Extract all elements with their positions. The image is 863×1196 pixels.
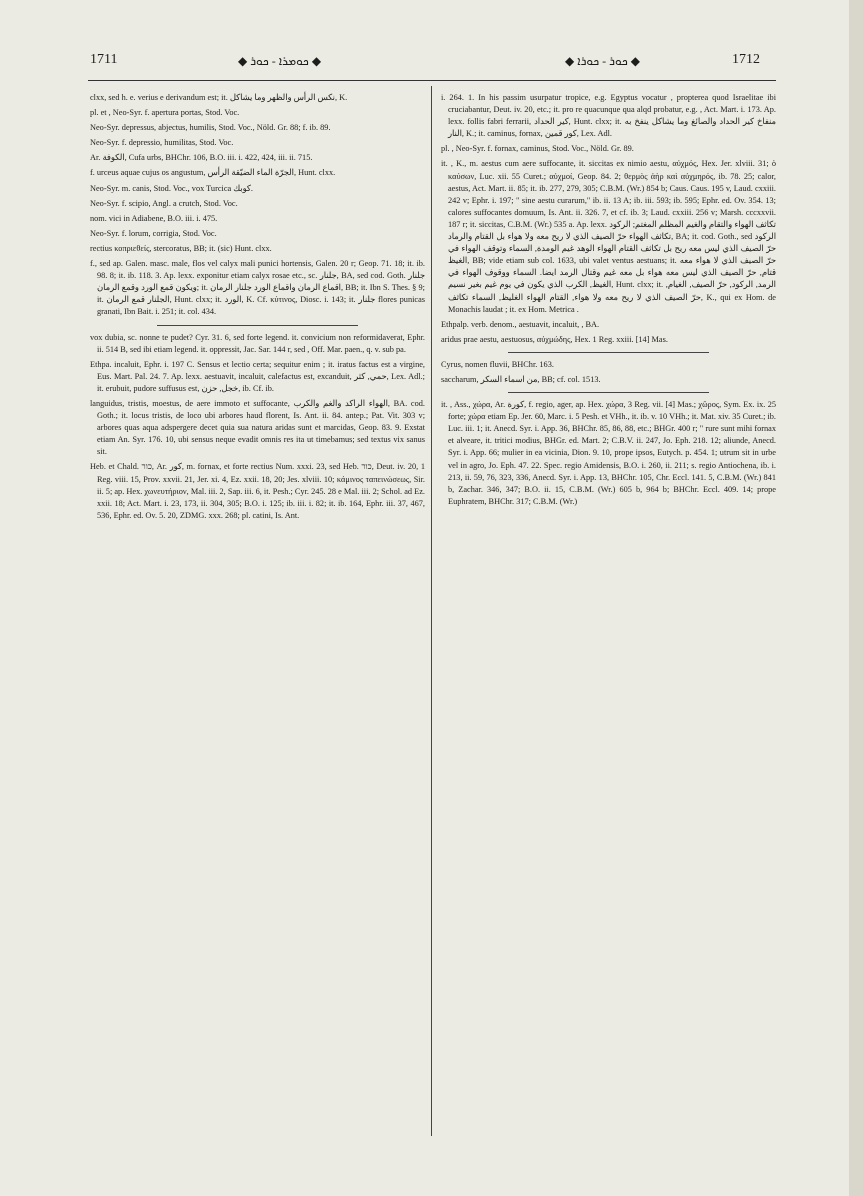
lexicon-entry: clxx, sed h. e. verius e derivandum est; it. نكس الرأس والظهر وما يشاكل, K. bbox=[90, 93, 348, 102]
lexicon-entry: pl. et , Neo-Syr. f. apertura portas, Stod. Voc. bbox=[90, 108, 240, 118]
running-header bbox=[0, 52, 863, 72]
lexicon-entry: Ar. الكوفة, Cufa urbs, BHChr. 106, B.O. iii. i. 422, 424, iii. ii. 715. bbox=[90, 153, 313, 163]
lexicon-entry: saccharum, من اسماء السكر, BB; cf. col. 1513. bbox=[441, 374, 601, 384]
lexicon-entry: it. , K., m. aestus cum aere suffocante, it. siccitas ex nimio aestu, αὐχμός, Hex. Jer. xlviii. 31; ὁ καύσων, Luc. xii. 55 Curet.; αὐχμοί, Geop. 84. 2; θερμὸς ἀὴρ καὶ αὐχμηρός, ib. 78. 25; calor, aestus, Act. Mart. ii. 85; it. ib. 277, 279, 305; C.B.M. (Wr.) 854 b; Caus. Caus. 195 v, Laud. cxxiii. 242 v; Ephr. i. 197; " sine aestu curarum," ib. ii. 13 A; ib. iii. 593; ib. 595; Ephr. ed. Ov. 354. 13; calores suffocantes domuum, Is. Ant. ii. 326. 7, et cf. ib. 3; Laud. cxxiii. 256 v; Marsh. cccxxvii. 187 r; it. siccitas, C.B.M. (Wr.) 535 a. Ap. lexx. تكاثف الهواء والتقام والغيم المظلم المغتم; الركود تكاثف الهواء حرّ الصيف الذي لا ريح معه ولا هواء بل القتام والرماد, BA; it. cod. Goth., sed الركود حرّ الصيف الذي ليس معه ريح بل تكاثف القتام الهواء الوهد غيم الومدة, السماء وتوقف الهواء في الغيظ, BB; vide etiam sub col. 1633, ubi valet ventus aestuans; it. حرّ الصيف الذي لا هواء معه قتام, حرّ الصيف الذي ليس معه هواء بل معه غيم وقتال الرمد ايضا. السماء ووقوف الهواء في الغيظ, الكرب الذي يكون في يوم غيم بغير نسيم, Hunt. clxx; it. الرمد, الركود, حرّ الصيف, الغيام, حرّ الصيف الذي لا ريح معه ولا هواء, القتام الهواء الغليظ, السماء تكاثف, K., qui ex Hom. de Monachis laudat ; it. ex Hom. Metrica . bbox=[441, 159, 776, 314]
right-page-number: 1712 bbox=[732, 52, 760, 67]
lexicon-entry: nom. vici in Adiabene, B.O. iii. i. 475. bbox=[90, 213, 218, 223]
lexicon-entry: i. 264. 1. In his passim usurpatur tropice, e.g. Egyptus vocatur , propterea quod Israelitae ibi cruciabantur, Deut. iv. 20, etc.; it. pro re quacunque qua alqd probatur, e.g. , Act. Mart. i. 173. Ap. lexx. follis fabri ferrarii, كير الحداد, Hunt. clxx; it. منفاخ كير الحداد والصائغ وما يشاكل ينفخ به النار, K.; it. caminus, fornax, كور قمين, Lex. Adl. bbox=[441, 93, 776, 139]
lexicon-entry: Heb. et Chald. כור, Ar. كور, m. fornax, et forte rectius Num. xxxi. 23, sed Heb. כור, Deut. iv. 20, 1 Reg. viii. 15, Prov. xxvii. 21, Jer. xi. 4, Ez. xxii. 18, 20; Jes. xlviii. 10; κάμινος ταπεινώσεως, Sir. ii. 5; ap. Hex. χωνευτήριον, Mal. iii. 2, Sap. iii. 6, it. Pesh.; Cyr. 245. 28 e Mal. iii. 2; Schol. ad Ez. xxii. 18; Act. Mart. i. 23, 173, ii. 304, 305; B.O. i. 125; ib. iii. i. 82; it. ib. 164, Ephr. iii. 37, 467, 536, Ephr. ed. Ov. 5. 20, ZDMG. xxx. 268; pl. catini, Is. Ant. bbox=[90, 462, 425, 520]
section-rule bbox=[508, 352, 709, 353]
column-divider bbox=[431, 86, 432, 1136]
section-rule bbox=[508, 392, 709, 393]
lexicon-entry: Ethpalp. verb. denom., aestuavit, incaluit, , BA. bbox=[441, 319, 600, 329]
lexicon-entry: Ethpa. incaluit, Ephr. i. 197 C. Sensus et lectio certa; sequitur enim ; it. iratus factus est a virgine, Eus. Mart. Pal. 24. 7. Ap. lexx. aestuavit, incaluit, calefactus est, excanduit, حمي, كثر, Lex. Adl.; it. erubuit, pudore suffusus est, خجل, حزن, ib. Cf. ib. bbox=[90, 359, 425, 393]
lexicon-entry: Neo-Syr. f. scipio, Angl. a crutch, Stod. Voc. bbox=[90, 198, 238, 208]
lexicon-entry: aridus prae aestu, aestuosus, αὐχμώδης, Hex. 1 Reg. xxiii. [14] Mas. bbox=[441, 334, 668, 344]
lexicon-entry: Cyrus, nomen fluvii, BHChr. 163. bbox=[441, 359, 554, 369]
left-running-head: ◆ ܟܘܡܪܐ - ܟܘܪ ◆ bbox=[238, 54, 322, 68]
lexicon-entry: f. urceus aquae cujus os angustum, الجرّة الماء الضيّقة الرأس, Hunt. clxx. bbox=[90, 168, 336, 178]
left-page-number: 1711 bbox=[90, 52, 118, 67]
lexicon-entry: pl. , Neo-Syr. f. fornax, caminus, Stod. Voc., Nöld. Gr. 89. bbox=[441, 144, 634, 154]
lexicon-entry: Neo-Syr. depressus, abjectus, humilis, Stod. Voc., Nöld. Gr. 88; f. ib. 89. bbox=[90, 123, 331, 133]
lexicon-entry: it. , Ass., χώρα, Ar. كورة, f. regio, ager, ap. Hex. χώρα, 3 Reg. vii. [4] Mas.; χῶρος, Sym. Ex. ix. 25 forte; χώρα etiam Ep. Jer. 60, Marc. i. 5 Pesh. et VHh., it. ib. v. 10 VHh.; it. Mat. xiv. 35 Curet.; ib. Luc. iii. 1; it. Anecd. Syr. i. App. 36, BHChr. 85, 86, 88, etc.; BHGr. 400 r; " rure sunt mihi fornax et alveare, it. tritici modius, BHGr. ed. Mart. 2; C.B.V. ii. 247, Jo. Eph. 218. 12; aliunde, Anecd. Syr. i. App. 66; mulier in ea vicinia, Dion. 9. 10, prope ipsos, Eutych. p. 454. 1; utrum sit in urbe vel in agro, Jo. Eph. 47. 22. Spec. regio Amidensis, B.O. i. 260, ii. 211; s. regio Antiochena, ib. i. 213, ii. 59, 76, 323, 336, Anecd. Syr. i. App. 13, BHChr. 105, Chr. Eccl. 141. 5, C.B.M. (Wr.) 841 b, Zachar. 346, 347; B.O. ii. 15, C.B.M. (Wr.) 605 b, 964 b; BHChr. Eccl. 409. 14; prope Euphratem, BHChr. 317; C.B.M. (Wr.) bbox=[441, 400, 776, 506]
right-column bbox=[441, 92, 776, 511]
lexicon-entry: vox dubia, sc. nonne te pudet? Cyr. 31. 6, sed forte legend. it. convicium non reformidaverat, Ephr. ii. 514 B, sed ibi etiam legend. it. oppressit, Jac. Sar. 144 r, sed , Off. Mar. paen., q. v. sub pa. bbox=[90, 332, 425, 354]
lexicon-entry: Neo-Syr. m. canis, Stod. Voc., vox Turcica كوبك. bbox=[90, 183, 253, 193]
lexicon-entry: Neo-Syr. f. lorum, corrigia, Stod. Voc. bbox=[90, 228, 217, 238]
header-rule bbox=[88, 80, 776, 81]
page-edge bbox=[849, 0, 863, 1196]
lexicon-entry: Neo-Syr. f. depressio, humilitas, Stod. Voc. bbox=[90, 138, 234, 148]
right-running-head: ◆ ܟܘܪ - ܟܘܪܐ ◆ bbox=[565, 54, 640, 68]
lexicon-entry: f., sed ap. Galen. masc. male, flos vel calyx mali punici hortensis, Galen. 20 r; Geop. 71. 18; it. ib. 98. 8; it. ib. 118. 3. Ap. lexx. exponitur etiam calyx rosae etc., sc. جلنار, BA, sed cod. Goth. جلنار ويكون قمع الورد وقمع الرمان; it. اقماع الرمان واقماع الورد جلنار الرمان, BB; it. Ibn S. Thes. § 9; it. الجلنار قمع الرمان, Hunt. clxx; it. الورد, K. Cf. κύτινος, Diosc. i. 143; it. جلنار flores punicas granati, Ibn Bait. i. 251; it. col. 434. bbox=[90, 259, 426, 317]
lexicon-entry: rectius κοπριεθείς, stercoratus, BB; it. (sic) Hunt. clxx. bbox=[90, 243, 272, 253]
section-rule bbox=[157, 325, 358, 326]
lexicon-entry: languidus, tristis, moestus, de aere immoto et suffocante, الهواء الراكد والغم والكرب, BA. cod. Goth.; it. locus tristis, de loco ubi arbores haud florent, Is. Ant. ii. 84. antep.; Pat. Vit. 303 v; arbores quas aqua adspergere decet quia sua natura aridas sunt et marcidas, Geop. 83. 9. Exstat etiam An. Syr. 176. 10, ubi sensus neque evadit omnis res ita ut timebamus; sed textus vix sanus sit. bbox=[90, 398, 425, 457]
left-column bbox=[90, 92, 425, 525]
